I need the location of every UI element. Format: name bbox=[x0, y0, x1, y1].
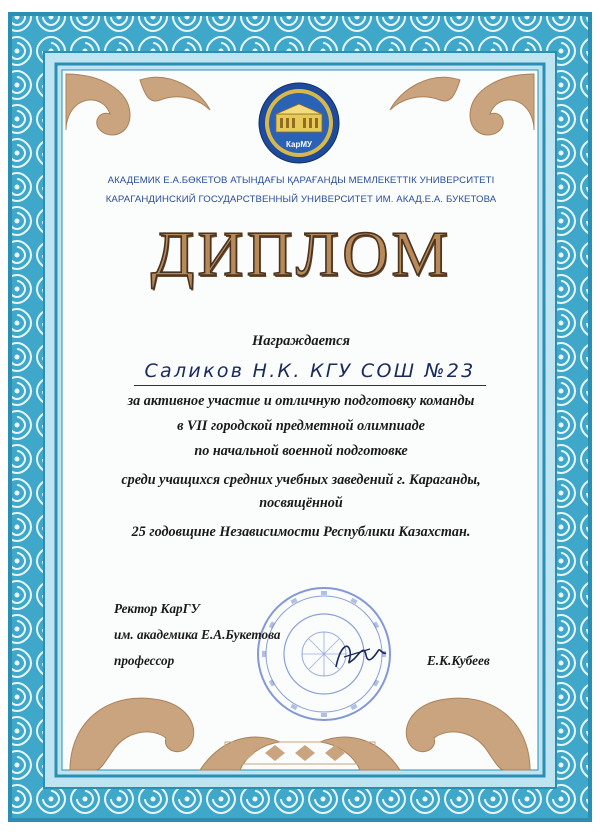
university-logo bbox=[258, 82, 340, 164]
university-name-kz: АКАДЕМИК Е.А.БӨКЕТОВ АТЫНДАҒЫ ҚАРАҒАНДЫ МЕМЛЕКЕТТІК УНИВЕРСИТЕТІ bbox=[107, 175, 495, 186]
signatory-title-2: им. академика Е.А.Букетова bbox=[114, 627, 281, 642]
body-line-2: в VII городской предметной олимпиаде bbox=[177, 418, 425, 434]
body-line-4: среди учащихся средних учебных заведений г. Караганды, bbox=[121, 472, 481, 488]
diploma-title: ДИПЛОМ bbox=[150, 218, 452, 289]
body-line-6: 25 годовщине Независимости Республики Казахстан. bbox=[131, 524, 471, 540]
signatory-title-1: Ректор КарГУ bbox=[114, 601, 200, 616]
logo-label: КарМУ bbox=[286, 140, 312, 149]
body-line-5: посвящённой bbox=[259, 495, 343, 511]
signatory-name: Е.К.Кубеев bbox=[427, 653, 490, 668]
body-line-1: за активное участие и отличную подготовку команды bbox=[127, 393, 475, 409]
recipient-field bbox=[140, 360, 480, 386]
awarded-label: Награждается bbox=[251, 333, 351, 349]
recipient-name: Саликов Н.К. КГУ СОШ №23 bbox=[144, 360, 476, 382]
rector-signature bbox=[330, 637, 390, 673]
body-line-3: по начальной военной подготовке bbox=[194, 443, 408, 459]
university-name-ru: КАРАГАНДИНСКИЙ ГОСУДАРСТВЕННЫЙ УНИВЕРСИТЕТ ИМ. АКАД.Е.А. БУКЕТОВА bbox=[105, 194, 497, 205]
recipient-underline bbox=[134, 385, 486, 386]
signatory-title-3: профессор bbox=[114, 653, 175, 668]
